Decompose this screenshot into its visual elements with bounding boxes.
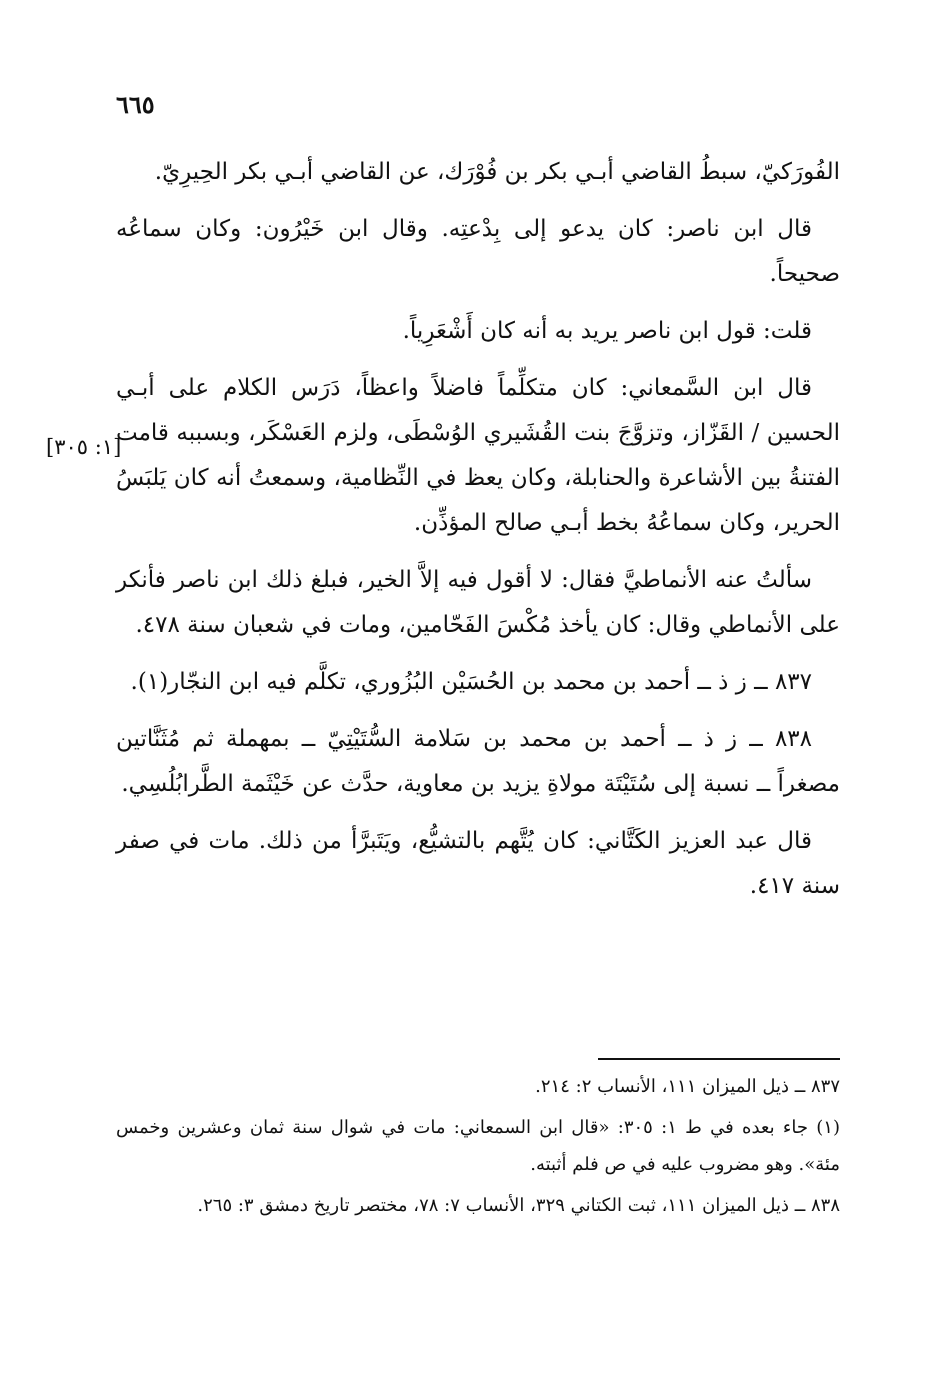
page-number: ٦٦٥ <box>116 90 155 119</box>
footnote-838: ٨٣٨ ــ ذيل الميزان ١١١، ثبت الكتاني ٣٢٩، الأنساب ٧: ٧٨، مختصر تاريخ دمشق ٣: ٢٦٥. <box>197 1195 840 1216</box>
footnotes <box>116 1068 840 1228</box>
entry-837: ٨٣٧ ــ ز ذ ــ أحمد بن محمد بن الحُسَيْن البُزُوري، تكلَّم فيه ابن النجّار(١). <box>130 669 812 695</box>
entry-838: ٨٣٨ ــ ز ذ ــ أحمد بن محمد بن سَلامة السُّتَيْتِيّ ــ بمهملة ثم مُثَنَّاتين مصغراً ــ نسبة إلى سُتَيْتَة مولاةِ يزيد بن معاوية، حدَّث عن خَيْثَمة الطَّرابُلُسِي. <box>116 726 840 797</box>
paragraph-8: قال عبد العزيز الكَتَّاني: كان يُتَّهم بالتشيُّع، ويَتَبرَّأ من ذلك. مات في صفر سنة ٤١٧. <box>116 828 840 899</box>
paragraph-4: قال ابن السَّمعاني: كان متكلِّماً فاضلاً واعظاً، دَرَس الكلام على أبـي الحسين / القَزّاز، وتزوَّجَ بنت القُشَيري الوُسْطَى، ولزم العَسْكَر، وبسببه قامت الفتنةُ بين الأشاعرة والحنابلة، وكان يعظ في النِّظامية، وسمعتُ أنه كان يَلبَسُ الحرير، وكان سماعُهُ بخط أبـي صالح المؤذِّن. <box>116 375 840 536</box>
footnote-divider <box>598 1058 840 1060</box>
paragraph-1: الفُورَكيّ، سبطُ القاضي أبـي بكر بن فُوْرَك، عن القاضي أبـي بكر الحِيرِيّ. <box>154 159 840 185</box>
footnote-1: (١) جاء بعده في ط ١: ٣٠٥: «قال ابن السمعاني: مات في شوال سنة ثمان وعشرين وخمس مئة». وهو مضروب عليه في ص فلم أثبته. <box>116 1117 840 1175</box>
paragraph-2: قال ابن ناصر: كان يدعو إلى بِدْعتِه. وقال ابن خَيْرُون: وكان سماعُه صحيحاً. <box>116 216 840 287</box>
paragraph-5: سألتُ عنه الأنماطيَّ فقال: لا أقول فيه إلاَّ الخير، فبلغ ذلك ابن ناصر فأنكر على الأنماطي وقال: كان يأخذ مُكْسَ الفَحّامين، ومات في شعبان سنة ٤٧٨. <box>116 567 840 638</box>
main-text <box>116 150 840 921</box>
paragraph-3: قلت: قول ابن ناصر يريد به أنه كان أَشْعَرِياً. <box>402 318 812 344</box>
footnote-837: ٨٣٧ ــ ذيل الميزان ١١١، الأنساب ٢: ٢١٤. <box>535 1076 840 1097</box>
margin-reference: [١: ٣٠٥] <box>46 435 122 459</box>
